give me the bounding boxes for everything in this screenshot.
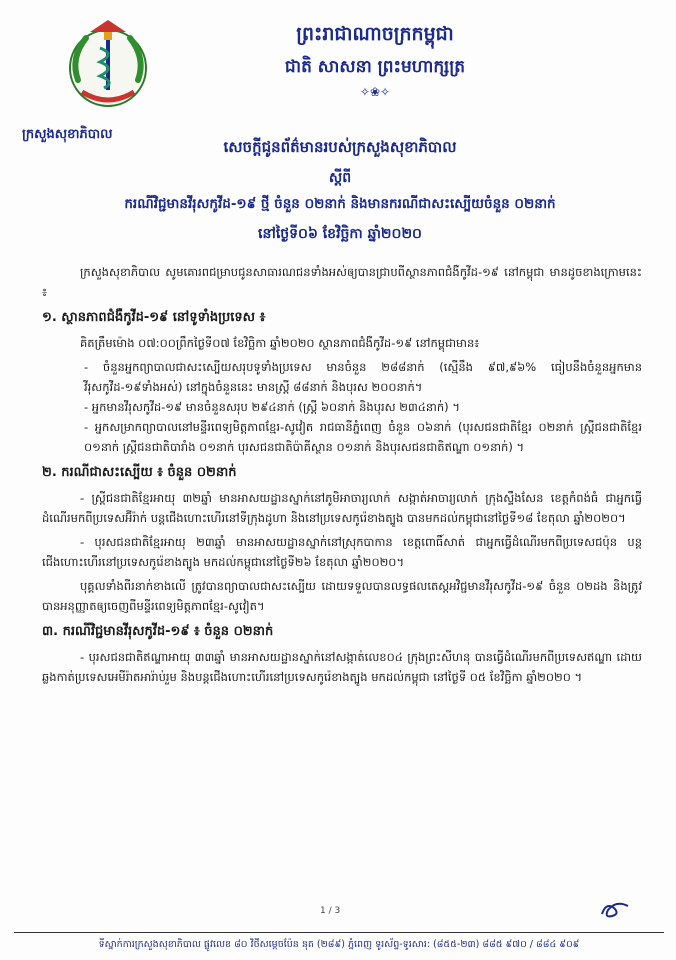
section-2-paragraph-2: - បុរសជនជាតិខ្មែរអាយុ ២៣ឆ្នាំ មានអាសយដ្ឋានស្នាក់នៅស្រុកបាកាន ខេត្តពោធិ៍សាត់ ជាអ្នកធ្វើដំណើរមកពីប្រទេសជប៉ុន បន្តជើងហោះហើរនៅប្រទេសកូរ៉េខាងត្បូង មកដល់កម្ពុជានៅថ្ងៃទី២៦ ខែតុលា ឆ្នាំ២០២០។ xyxy=(42,535,642,569)
ornament: ✧❀✧ xyxy=(359,85,391,99)
section-3-paragraph-1: - បុរសជនជាតិឥណ្ឌាអាយុ ៣៣ឆ្នាំ មានអាសយដ្ឋានស្នាក់នៅសង្កាត់លេខ០៤ ក្រុងព្រះសីហនុ បានធ្វើដំណើរមកពីប្រទេសឥណ្ឌា ដោយឆ្លងកាត់ប្រទេសអេមីរ៉ាតអារ៉ាប់រួម និងបន្តជើងហោះហើរនៅប្រទេសកូរ៉េខាងត្បូង មកដល់កម្ពុជា នៅថ្ងៃទី ០៥ ខែវិច្ឆិកា ឆ្នាំ២០២០ ។ xyxy=(42,650,642,684)
section-2-paragraph-1: - ស្ត្រីជនជាតិខ្មែរអាយុ ៣២ឆ្នាំ មានអាសយដ្ឋានស្នាក់នៅភូមិអាចារ្យលាក់ សង្កាត់អាចារ្យលាក់ ក្រុងស្ទឹងសែន ខេត្តកំពង់ធំ ជាអ្នកធ្វើដំណើរមកពីប្រទេសអ៊ីរ៉ាក់ បន្តជើងហោះហើរនៅទីក្រុងដូហា និងនៅប្រទេសកូរ៉េខាងត្បូង បានមកដល់កម្ពុជានៅថ្ងៃទី១៨ ខែតុលា ឆ្នាំ២០២០។ xyxy=(42,491,642,525)
section-1-bullet-1: - ចំនួនអ្នកព្យាបាលជាសះស្បើយសរុបទូទាំងប្រទេស មានចំនួន ២៨៨នាក់ (ស្មើនឹង ៩៧,៩៦% ធៀបនឹងចំនួនអ្នកមានវីរុសកូវីដ-១៩ទាំងអស់) នៅក្នុងចំនួននេះ មានស្ត្រី ៨៨នាក់ និងបុរស ២០០នាក់។ xyxy=(84,360,642,394)
intro-paragraph: ក្រសួងសុខាភិបាល សូមគោរពជម្រាបជូនសាធារណជនទាំងអស់ឲ្យបានជ្រាបពីស្ថានភាពជំងឺកូវីដ-១៩ នៅកម្ពុជា មានដូចខាងក្រោមនេះ ៖ xyxy=(42,265,642,299)
title-line-1: សេចក្តីជូនព័ត៌មានរបស់ក្រសួងសុខាភិបាល xyxy=(223,138,457,156)
ministry-of-health-logo-icon xyxy=(60,18,156,114)
motto-line: ជាតិ សាសនា ព្រះមហាក្សត្រ xyxy=(284,57,466,77)
section-1-bullet-3: - អ្នកសម្រាកព្យាបាលនៅមន្ទីរពេទ្យមិត្តភាពខ្មែរ-សូវៀត រាជធានីភ្នំពេញ ចំនួន ០៦នាក់ (បុរសជនជាតិខ្មែរ ០២នាក់ ស្ត្រីជនជាតិខ្មែរ ០១នាក់ ស្ត្រីជនជាតិបារាំង ០១នាក់ បុរសជនជាតិប៉ាគីស្ថាន ០១នាក់ និងបុរសជនជាតិឥណ្ឌា ០១នាក់) ។ xyxy=(84,420,642,454)
section-2-paragraph-3: បុគ្គលទាំងពីរនាក់ខាងលើ ត្រូវបានព្យាបាលជាសះស្បើយ ដោយទទួលបានលទ្ធផលតេស្តអវិជ្ជមានវីរុសកូវីដ-១៩ ចំនួន ០២ដង និងត្រូវបានអនុញ្ញាតឲ្យចេញពីមន្ទីរពេទ្យមិត្តភាពខ្មែរ-សូវៀត។ xyxy=(42,579,642,613)
section-1-lead: គិតត្រឹមម៉ោង ០៧:០០ព្រឹកថ្ងៃទី០៧ ខែវិច្ឆិកា ឆ្នាំ២០២០ ស្ថានភាពជំងឺកូវីដ-១៩ នៅកម្ពុជាមាន៖ xyxy=(80,336,480,350)
footer-address: ទីស្នាក់ការក្រសួងសុខាភិបាល ផ្លូវលេខ ៨០ វិថីសម្តេចប៉ែន នុត (២៨៩) ភ្នំពេញ ទូរស័ព្ទ-ទូរសារ: (៨៥៥-២៣) ៨៨៥ ៩៧០ / ៨៨៤ ៩០៩ xyxy=(98,939,580,950)
footer-divider xyxy=(14,932,664,933)
signature-icon xyxy=(598,898,632,922)
title-date: នៅថ្ងៃទី០៦ ខែវិច្ឆិកា ឆ្នាំ២០២០ xyxy=(258,226,422,242)
kingdom-header xyxy=(235,22,515,99)
section-3-heading: ៣. ករណីវិជ្ជមានវីរុសកូវីដ-១៩ ៖ ចំនួន ០២នាក់ xyxy=(42,624,274,639)
page-number: 1 / 3 xyxy=(320,906,341,916)
title-line-2: ស្តីពី xyxy=(328,170,352,186)
section-1-heading: ១. ស្ថានភាពជំងឺកូវីដ-១៩ នៅទូទាំងប្រទេស ៖ xyxy=(42,310,266,325)
section-1-bullet-2: - អ្នកមានវីរុសកូវីដ-១៩ មានចំនួនសរុប ២៩៤នាក់ (ស្ត្រី ៦០នាក់ និងបុរស ២៣៤នាក់) ។ xyxy=(84,400,460,414)
title-block xyxy=(30,138,650,245)
section-2-heading: ២. ករណីជាសះស្បើយ ៖ ចំនួន ០២នាក់ xyxy=(42,465,237,480)
ministry-name: ក្រសួងសុខាភិបាល xyxy=(22,127,113,142)
document-body xyxy=(42,262,642,691)
title-line-3: ករណីវិជ្ជមានវីរុសកូវីដ-១៩ ថ្មី ចំនួន ០២នាក់ និងមានករណីជាសះស្បើយចំនួន ០២នាក់ xyxy=(124,196,556,212)
kingdom-line: ព្រះរាជាណាចក្រកម្ពុជា xyxy=(296,23,454,45)
